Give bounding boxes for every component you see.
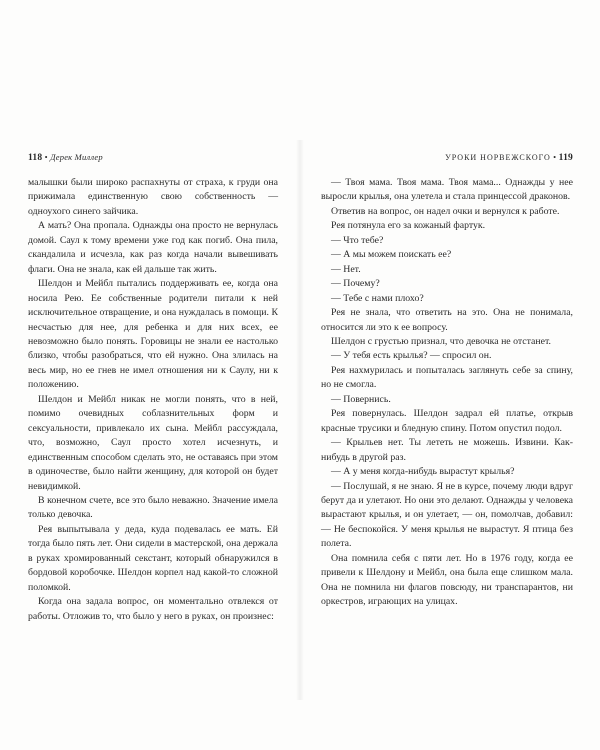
paragraph: Она помнила себя с пяти лет. Но в 1976 году, когда ее привели к Шелдону и Мейбл, она была еще слишком мала. Она не помнила ни флагов повсюду, ни транспарантов, ни оркестров, играющих на улицах. [321,552,573,608]
left-page [28,152,278,624]
paragraph: — Тебе с нами плохо? [331,292,424,304]
paragraph: — Послушай, я не знаю. Я не в курсе, почему люди вдруг берут да и улетают. Но они это делают. Однажды у человека вырастают крылья, и он улетает, — он, помолчав, добавил: — Не беспокойся. У меня крылья не вырастут. Я птица без полета. [321,480,573,550]
paragraph: — Крыльев нет. Ты лететь не можешь. Извини. Как-нибудь в другой раз. [321,437,573,463]
author-name: Дерек Миллер [50,152,103,162]
left-page-body [28,176,278,624]
paragraph: малышки были широко распахнуты от страха, к груди она прижимала единственную свою собственность — одноухого синего зайчика. [28,177,278,217]
left-page-header [28,152,278,166]
paragraph: Рея выпытывала у деда, куда подевалась ее мать. Ей тогда было пять лет. Они сидели в мастерской, она держала в руках хромированный секстант, который обнаружился в бордовой коробочке. Шелдон корпел над какой-то сложной поломкой. [28,523,278,593]
paragraph: — Повернись. [331,393,391,405]
paragraph: — А мы можем поискать ее? [331,249,452,261]
paragraph: — Нет. [331,263,361,275]
paragraph: А мать? Она пропала. Однажды она просто не вернулась домой. Саул к тому времени уже год как погиб. Она пила, скандалила и исчезла, как раз когда начали вывешивать флаги. Она не знала, как ей дальше так жить. [28,220,278,275]
paragraph: Рея потянула его за кожаный фартук. [331,220,486,232]
paragraph: Шелдон и Мейбл никак не могли понять, что в ней, помимо очевидных соблазнительных форм и сексуальности, привлекало их сына. Мейбл рассуждала, что, возможно, Саул просто хотел исчезнуть, и единственным способом сделать это, не оставаясь при этом в одиночестве, было найти женщину, для которой он будет невидимкой. [28,393,278,492]
right-page-body [321,176,573,610]
right-page-number: 119 [558,153,573,163]
paragraph: — У тебя есть крылья? — спросил он. [331,350,492,362]
paragraph: Ответив на вопрос, он надел очки и вернулся к работе. [331,205,560,217]
paragraph: Шелдон с грустью признал, что девочка не отстанет. [331,335,551,347]
right-page-header [321,152,573,166]
running-title: УРОКИ НОРВЕЖСКОГО [445,153,551,162]
paragraph: В конечном счете, все это было неважно. Значение имела только девочка. [28,494,278,521]
paragraph: Рея повернулась. Шелдон задрал ей платье, открыв красные трусики и бледную спину. Потом опустил подол. [321,408,573,434]
paragraph: — Твоя мама. Твоя мама. Твоя мама... Однажды у нее выросли крылья, она улетела и стала принцессой драконов. [321,177,573,203]
paragraph: Рея нахмурилась и попыталась заглянуть себе за спину, но не смогла. [321,364,573,391]
right-page [321,152,573,610]
paragraph: — Почему? [331,278,380,290]
paragraph: — А у меня когда-нибудь вырастут крылья? [331,466,515,478]
left-page-number: 118 [28,153,43,163]
header-separator: • [44,152,48,162]
header-separator: • [553,152,557,162]
book-gutter [296,140,304,700]
paragraph: Когда она задала вопрос, он моментально отвлекся от работы. Отложив то, что было у него в руках, он произнес: [28,596,278,622]
paragraph: Шелдон и Мейбл пытались поддерживать ее, когда она носила Рею. Ее собственные родители питали к ней исключительное отвращение, и она нуждалась в помощи. К несчастью для нее, для ребенка и для них всех, ее невозможно было понять. Горовицы не знали ее настолько близко, чтобы разобраться, что ей нужно. Она злилась на весь мир, но ее гнев не имел отношения ни к Саулу, ни к положению. [28,278,278,391]
paragraph: Рея не знала, что ответить на это. Она не понимала, относится ли это к ее вопросу. [321,307,573,333]
paragraph: — Что тебе? [331,234,384,246]
